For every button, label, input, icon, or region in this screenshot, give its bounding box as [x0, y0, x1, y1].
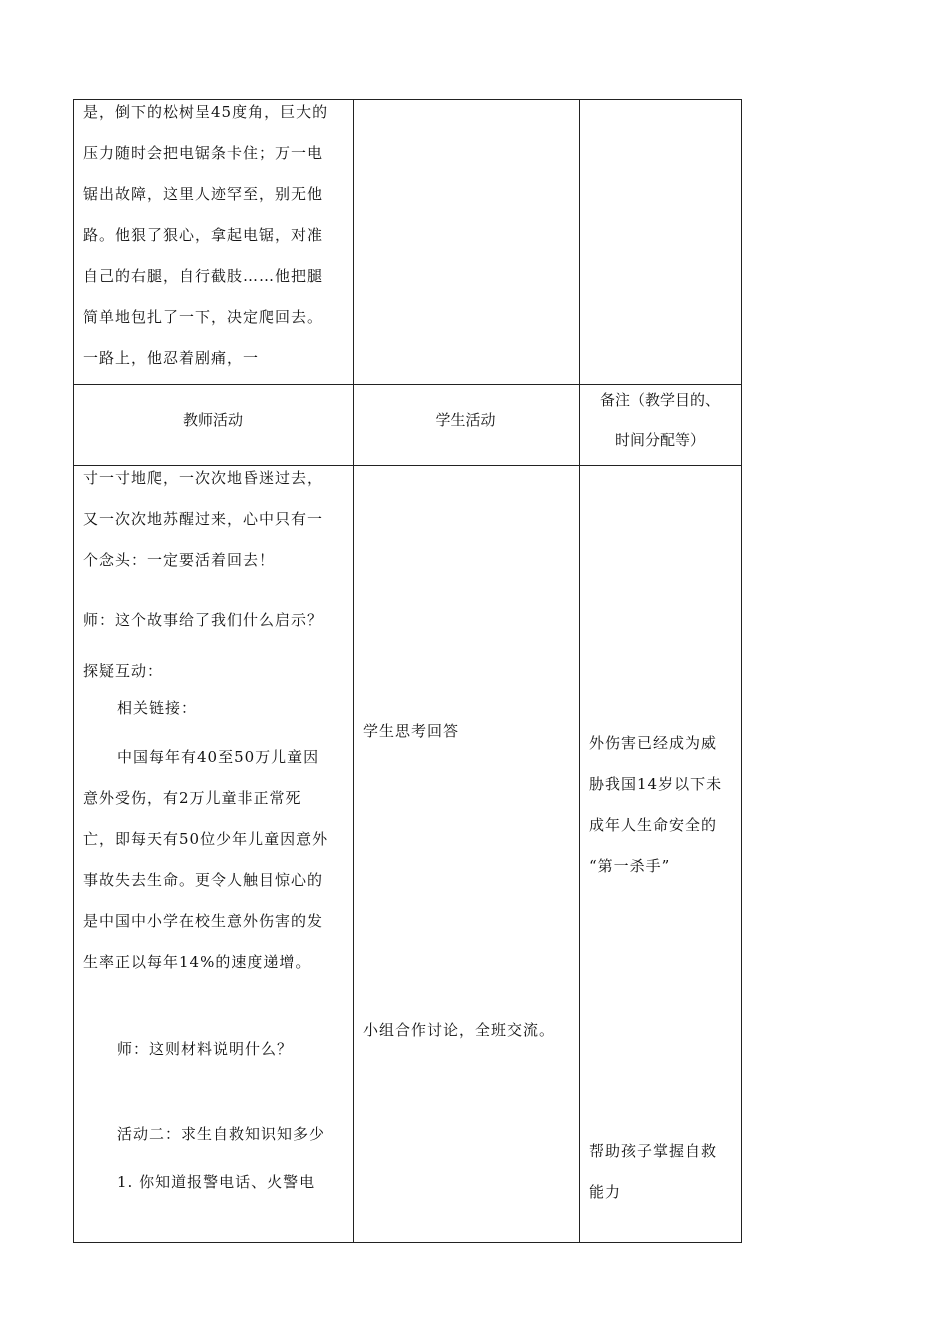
text-line: 帮助孩子掌握自救: [589, 1142, 718, 1160]
text-line: 胁我国14岁以下未: [589, 775, 723, 793]
header-notes-line1: 备注（教学目的、: [599, 391, 720, 409]
row-divider-1: [74, 384, 741, 385]
text-line: 压力随时会把电锯条卡住；万一电: [83, 144, 324, 162]
header-notes-line2: 时间分配等）: [614, 431, 705, 449]
text-line: 成年人生命安全的: [589, 816, 718, 834]
text-line: 寸一寸地爬，一次次地昏迷过去，: [83, 469, 324, 487]
section-heading-explore: 探疑互动：: [83, 662, 164, 680]
related-link-label: 相关链接：: [117, 699, 198, 717]
header-teacher-activity: 教师活动: [182, 411, 243, 429]
text-line: 又一次次地苏醒过来，心中只有一: [83, 510, 324, 528]
column-divider-2: [579, 100, 580, 1242]
text-line: 简单地包扎了一下，决定爬回去。: [83, 308, 324, 326]
text-line: 事故失去生命。更令人触目惊心的: [83, 871, 324, 889]
text-line: 锯出故障，这里人迹罕至，别无他: [83, 185, 324, 203]
text-line: 路。他狠了狠心，拿起电锯，对准: [83, 226, 324, 244]
activity-two-heading: 活动二：求生自救知识知多少: [117, 1125, 326, 1143]
text-line: 一路上，他忍着剧痛，一: [83, 349, 260, 367]
text-line: 是，倒下的松树呈45度角，巨大的: [83, 103, 329, 121]
question-item-1: 1. 你知道报警电话、火警电: [117, 1173, 316, 1191]
column-divider-1: [353, 100, 354, 1242]
text-line: 能力: [589, 1183, 622, 1201]
text-line: 个念头：一定要活着回去！: [83, 551, 276, 569]
text-line: 外伤害已经成为威: [589, 734, 718, 752]
student-response-1: 学生思考回答: [363, 722, 460, 740]
text-line: 生率正以每年14%的速度递增。: [83, 953, 312, 971]
teacher-question-1: 师：这个故事给了我们什么启示？: [83, 611, 324, 629]
text-line: 意外受伤，有2万儿童非正常死: [83, 789, 302, 807]
text-line: “第一杀手”: [589, 857, 671, 875]
text-line: 自己的右腿，自行截肢……他把腿: [83, 267, 324, 285]
student-response-2: 小组合作讨论，全班交流。: [363, 1021, 556, 1039]
header-student-activity: 学生活动: [435, 411, 496, 429]
text-line: 是中国中小学在校生意外伤害的发: [83, 912, 324, 930]
teacher-question-2: 师：这则材料说明什么？: [117, 1040, 294, 1058]
text-line: 亡，即每天有50位少年儿童因意外: [83, 830, 329, 848]
text-line: 中国每年有40至50万儿童因: [117, 748, 320, 766]
